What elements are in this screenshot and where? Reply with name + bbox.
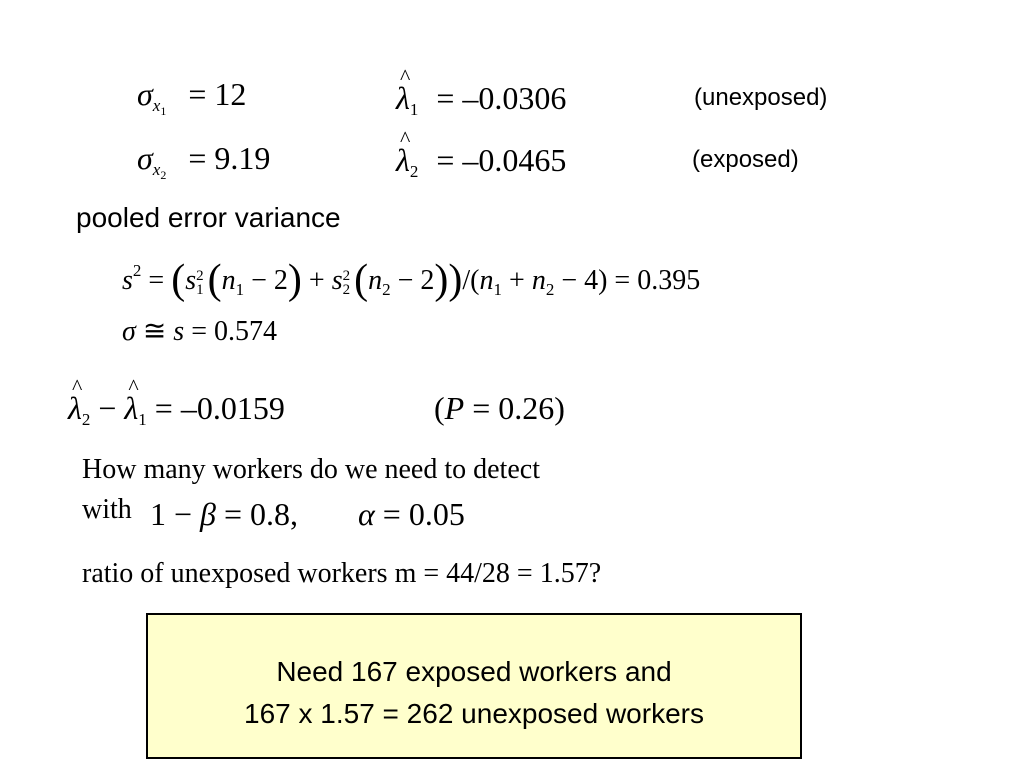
one-minus: 1 − [150,496,201,532]
result-callout-box [146,613,802,759]
pooled-heading: pooled error variance [76,202,341,233]
lambda-hat-symbol: ^ λ [68,390,82,427]
s1-symbol: s [185,265,197,296]
plus: + [502,265,532,296]
sigma-x2-value: = 9.19 [188,140,271,176]
sub-letter: x [152,160,161,179]
sub: 1 [235,280,245,299]
approx: ≅ [135,316,174,347]
paren: ( [207,257,222,303]
divide: /( [462,265,480,296]
sigma-approx-equation [122,314,277,348]
question-line2-prefix: with [82,494,132,525]
callout-line2: 167 x 1.57 = 262 unexposed workers [244,698,704,729]
power-equation [150,496,298,533]
sub-index: 1 [160,104,167,118]
n1-symbol: n [479,265,494,296]
difference-value: = –0.0159 [146,390,285,426]
paren: ( [171,257,186,303]
sub: 1 [196,281,204,298]
sub-index: 2 [160,168,167,182]
sub: 2 [545,280,555,299]
s-symbol: s [122,265,133,296]
exposed-note: (exposed) [692,146,799,173]
lambda-hat-symbol: ^ λ [396,80,410,117]
sub: 2 [81,410,91,429]
paren: ( [434,390,445,426]
sigma-value: = 0.574 [184,316,277,347]
sigma-symbol: σ [137,76,153,112]
paren: ( [354,257,369,303]
alpha-equation [358,496,465,533]
lambda-sub: 1 [409,100,419,119]
sigma-x1-equation [137,76,246,119]
result: − 4) = 0.395 [554,265,701,296]
sup: 2 [342,267,351,284]
sup: 2 [132,261,142,280]
sigma-symbol: σ [137,140,153,176]
lambda1-value: = –0.0306 [436,80,567,116]
sub: 1 [493,280,503,299]
ratio-line: ratio of unexposed workers m = 44/28 = 1.57? [82,558,602,589]
lambda2-value: = –0.0465 [436,142,567,178]
lambda-hat-symbol: ^ λ [124,390,138,427]
n2-symbol: n [531,265,546,296]
beta-symbol: β [200,496,216,532]
lambda-sub: 2 [409,162,419,181]
sigma-x1-value: = 12 [188,76,247,112]
alpha-symbol: α [358,496,375,532]
n2-symbol: n [368,265,383,296]
p-rest: = 0.26) [464,390,565,426]
sub: 2 [382,280,391,299]
paren: ) [448,257,463,303]
paren: ) [287,257,302,303]
alpha-value: = 0.05 [374,496,465,532]
n1-symbol: n [221,265,236,296]
lambda-hat-symbol: ^ λ [396,142,410,179]
s2-symbol: s [331,265,343,296]
equals: = [141,265,172,296]
n2-rest: − 2 [390,265,435,296]
question-line1: How many workers do we need to detect [82,454,540,485]
plus: + [301,265,332,296]
p-symbol: P [444,390,465,426]
s2-scripts [343,269,351,297]
power-value: = 0.8, [215,496,299,532]
sigma-symbol: σ [122,316,136,347]
sub: 1 [138,410,147,429]
sup: 2 [196,267,204,284]
paren: ) [434,257,449,303]
n1-rest: − 2 [244,265,288,296]
p-value [434,390,565,427]
callout-line1: Need 167 exposed workers and [276,656,672,687]
sub: 2 [342,281,351,298]
s1-scripts [196,269,204,297]
unexposed-note: (unexposed) [694,84,828,111]
sigma-x2-equation [137,140,270,183]
lambda-difference-equation [68,390,285,430]
lambda1-equation [396,80,566,120]
pooled-variance-formula [122,256,700,304]
s-symbol: s [173,316,185,347]
minus: − [90,390,125,426]
sub-letter: x [152,96,161,115]
lambda2-equation [396,142,566,182]
